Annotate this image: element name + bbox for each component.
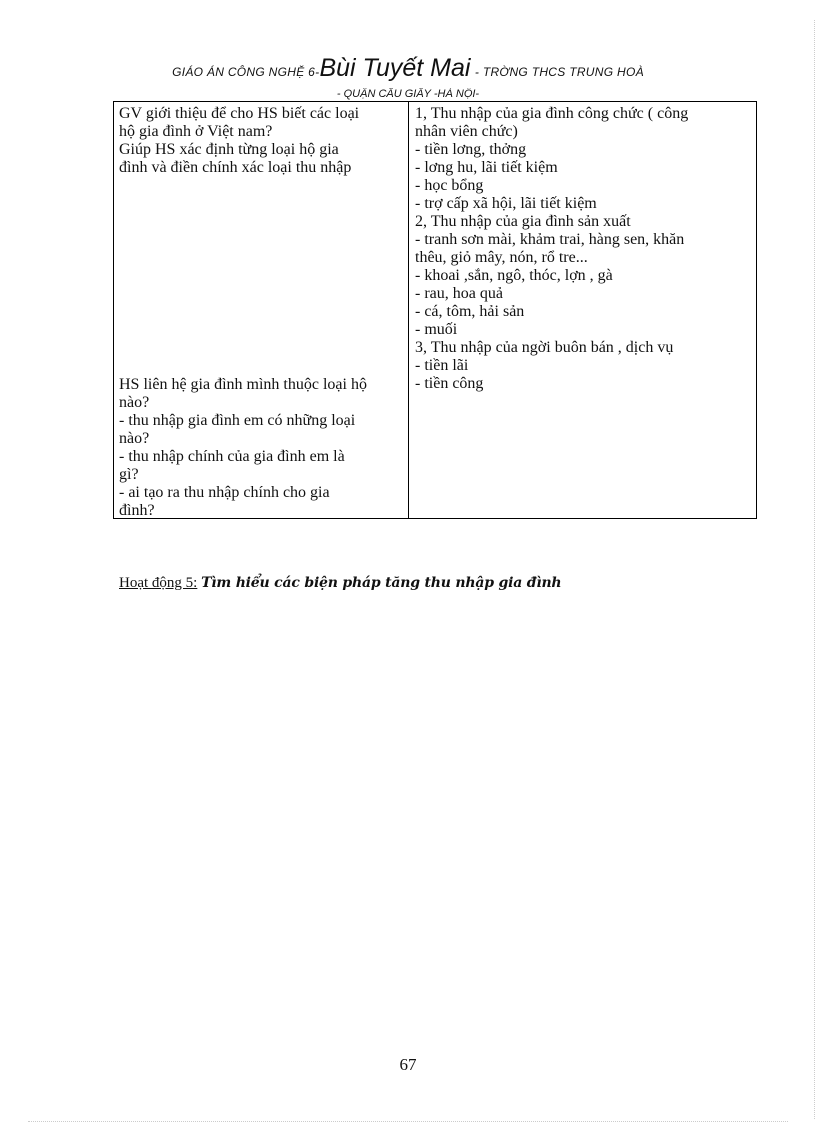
text-line: đình? (119, 502, 155, 518)
activity-heading (119, 575, 561, 592)
teacher-instructions (119, 105, 404, 177)
text-line: nào? (119, 394, 150, 411)
lesson-table (113, 101, 757, 519)
text-line: - cá, tôm, hải sản (415, 303, 525, 320)
content-cell (409, 102, 757, 519)
text-line: - thu nhập chính của gia đình em là (119, 448, 345, 465)
text-line: gì? (119, 466, 139, 483)
text-line: - khoai ,sắn, ngô, thóc, lợn , gà (415, 267, 613, 284)
header-school: - TRỜNG THCS TRUNG HOÀ (474, 65, 644, 79)
activity-title: Tìm hiểu các biện pháp tăng thu nhập gia đình (201, 575, 562, 591)
table-row (114, 102, 757, 519)
text-line: nhân viên chức) (415, 123, 518, 140)
header-author-name: Bùi Tuyết Mai (319, 54, 471, 82)
student-questions (119, 376, 404, 518)
text-line: 1, Thu nhập của gia đình công chức ( công (415, 105, 689, 122)
page-border-right (814, 20, 815, 1119)
page-header (0, 54, 816, 83)
text-line: - thu nhập gia đình em có những loại (119, 412, 356, 429)
text-line: - muối (415, 321, 458, 338)
text-line: 3, Thu nhập của ngời buôn bán , dịch vụ (415, 339, 674, 356)
text-line: - ai tạo ra thu nhập chính cho gia (119, 484, 330, 501)
header-location: - QUẬN CẦU GIẤY -HÀ NỘI- (336, 88, 480, 100)
teacher-activity-cell (114, 102, 409, 519)
text-line: thêu, giỏ mây, nón, rổ tre... (415, 249, 588, 266)
header-subject: GIÁO ÁN CÔNG NGHỆ 6- (172, 65, 320, 79)
text-line: - học bổng (415, 177, 484, 194)
text-line: Giúp HS xác định từng loại hộ gia (119, 141, 339, 158)
text-line: - tiền lơng, thởng (415, 141, 527, 158)
text-line: đình và điền chính xác loại thu nhập (119, 159, 352, 176)
text-line: 2, Thu nhập của gia đình sản xuất (415, 213, 631, 230)
text-line: - tiền công (415, 375, 484, 392)
text-line: HS liên hệ gia đình mình thuộc loại hộ (119, 376, 367, 393)
text-line: - trợ cấp xã hội, lãi tiết kiệm (415, 195, 597, 212)
text-line: - tranh sơn mài, khảm trai, hàng sen, khăn (415, 231, 685, 248)
text-line: - tiền lãi (415, 357, 469, 374)
page-number: 67 (399, 1055, 417, 1074)
text-line: - rau, hoa quả (415, 285, 503, 302)
text-line: - lơng hu, lãi tiết kiệm (415, 159, 558, 176)
page-border-bottom (28, 1121, 788, 1122)
text-line: nào? (119, 430, 150, 447)
text-line: hộ gia đình ở Việt nam? (119, 123, 273, 140)
text-line: GV giới thiệu để cho HS biết các loại (119, 105, 360, 122)
activity-label: Hoạt động 5: (119, 575, 198, 591)
income-types-list (415, 105, 752, 393)
